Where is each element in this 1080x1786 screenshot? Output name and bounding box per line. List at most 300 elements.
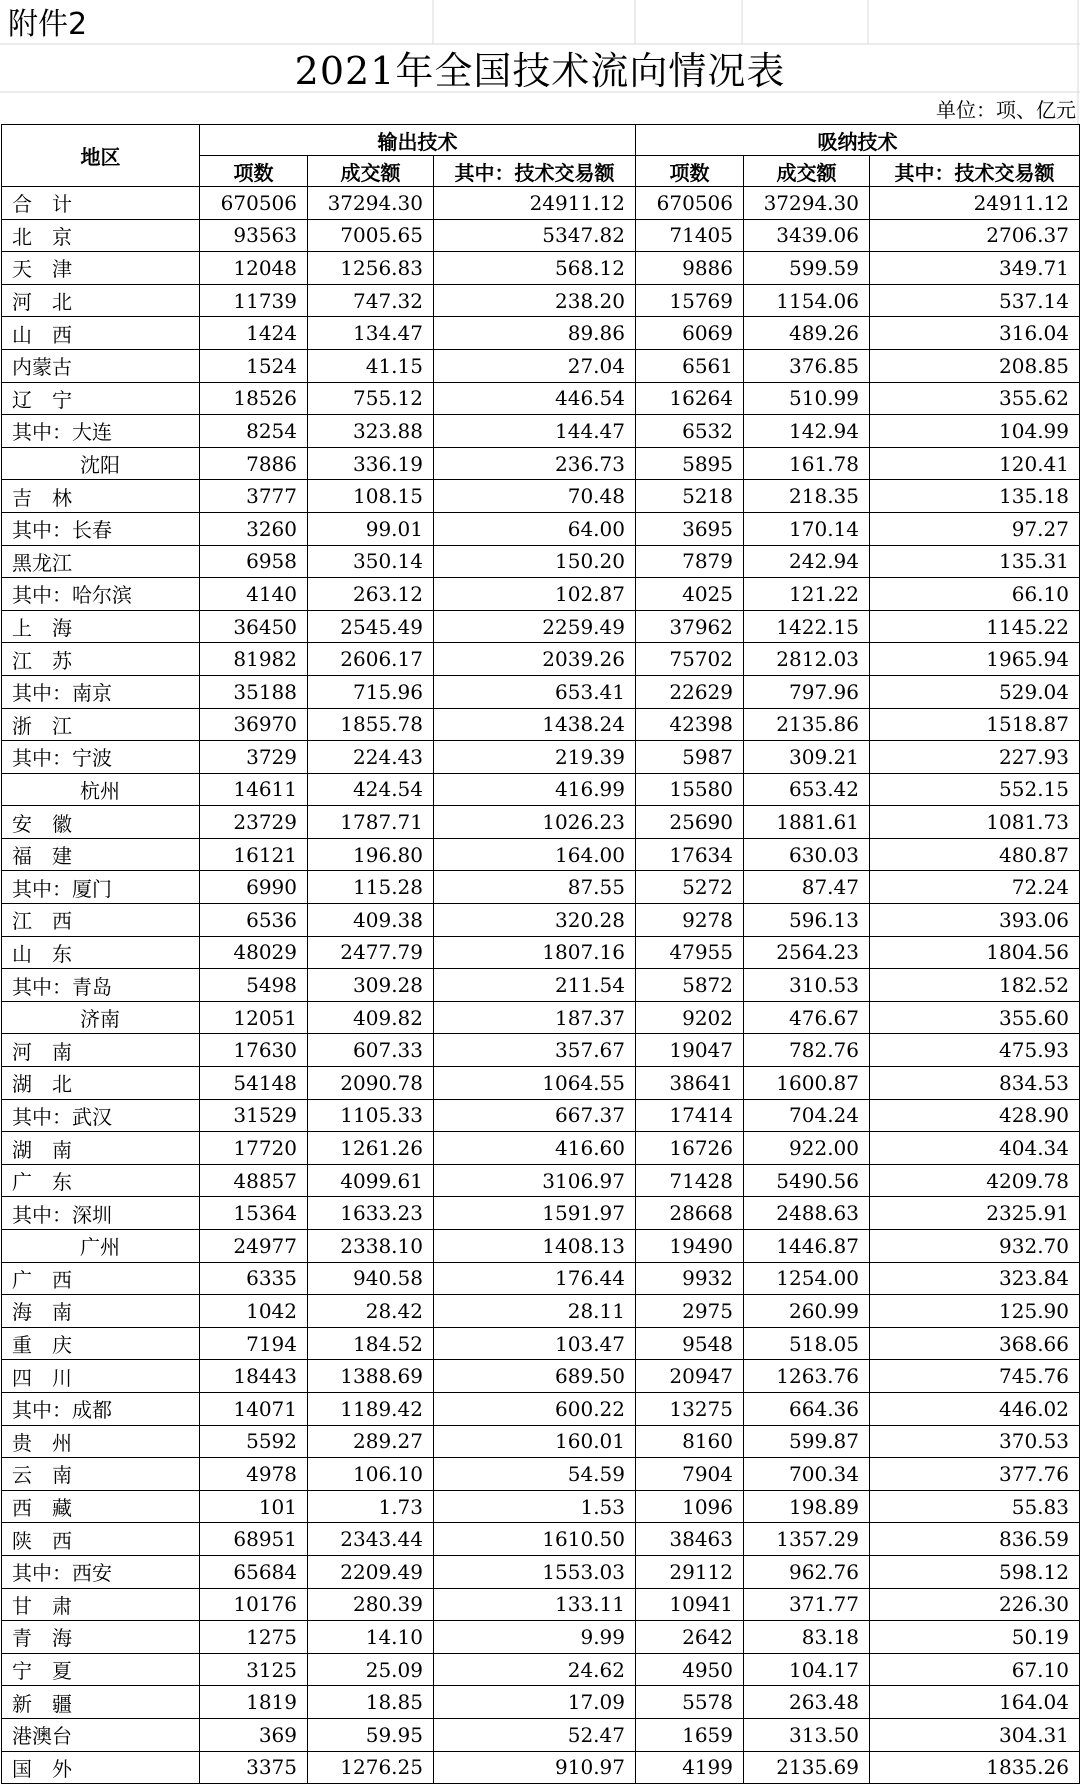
- value-cell: 238.20: [434, 284, 636, 317]
- value-cell: 106.10: [308, 1458, 434, 1491]
- value-cell: 18526: [200, 382, 308, 415]
- value-cell: 1189.42: [308, 1392, 434, 1425]
- region-cell: 广州: [2, 1230, 200, 1263]
- region-cell: 福 建: [2, 838, 200, 871]
- value-cell: 782.76: [744, 1034, 870, 1067]
- value-cell: 6069: [636, 317, 744, 350]
- region-cell: 贵 州: [2, 1425, 200, 1458]
- value-cell: 596.13: [744, 904, 870, 937]
- value-cell: 1357.29: [744, 1523, 870, 1556]
- table-row: [2, 1262, 1080, 1295]
- region-cell: 其中：青岛: [2, 969, 200, 1002]
- region-cell: 四 川: [2, 1360, 200, 1393]
- column-header: 其中：技术交易额: [434, 156, 636, 187]
- value-cell: 5578: [636, 1686, 744, 1719]
- value-cell: 218.35: [744, 480, 870, 513]
- unit-label: 单位：项、亿元: [936, 98, 1076, 122]
- region-cell: 广 东: [2, 1164, 200, 1197]
- value-cell: 428.90: [870, 1099, 1080, 1132]
- region-cell: 云 南: [2, 1458, 200, 1491]
- table-row: [2, 187, 1080, 220]
- value-cell: 1275: [200, 1621, 308, 1654]
- value-cell: 489.26: [744, 317, 870, 350]
- value-cell: 745.76: [870, 1360, 1080, 1393]
- value-cell: 3106.97: [434, 1164, 636, 1197]
- region-cell: 河 南: [2, 1034, 200, 1067]
- value-cell: 134.47: [308, 317, 434, 350]
- value-cell: 2706.37: [870, 219, 1080, 252]
- table-row: [2, 871, 1080, 904]
- table-row: [2, 1230, 1080, 1263]
- value-cell: 19490: [636, 1230, 744, 1263]
- value-cell: 2343.44: [308, 1523, 434, 1556]
- region-cell: 青 海: [2, 1621, 200, 1654]
- value-cell: 27.04: [434, 349, 636, 382]
- value-cell: 28.42: [308, 1295, 434, 1328]
- value-cell: 1438.24: [434, 708, 636, 741]
- value-cell: 18443: [200, 1360, 308, 1393]
- table-row: [2, 1555, 1080, 1588]
- value-cell: 1553.03: [434, 1555, 636, 1588]
- value-cell: 2812.03: [744, 643, 870, 676]
- table-row: [2, 1458, 1080, 1491]
- value-cell: 14.10: [308, 1621, 434, 1654]
- output-group-header: 输出技术: [200, 125, 636, 156]
- value-cell: 3260: [200, 512, 308, 545]
- value-cell: 2564.23: [744, 936, 870, 969]
- value-cell: 11739: [200, 284, 308, 317]
- value-cell: 19047: [636, 1034, 744, 1067]
- column-header: 项数: [200, 156, 308, 187]
- value-cell: 22629: [636, 675, 744, 708]
- value-cell: 226.30: [870, 1588, 1080, 1621]
- value-cell: 1096: [636, 1490, 744, 1523]
- value-cell: 71405: [636, 219, 744, 252]
- table-row: [2, 512, 1080, 545]
- value-cell: 370.53: [870, 1425, 1080, 1458]
- value-cell: 187.37: [434, 1001, 636, 1034]
- value-cell: 12048: [200, 252, 308, 285]
- value-cell: 1610.50: [434, 1523, 636, 1556]
- value-cell: 93563: [200, 219, 308, 252]
- value-cell: 1804.56: [870, 936, 1080, 969]
- value-cell: 834.53: [870, 1067, 1080, 1100]
- value-cell: 2975: [636, 1295, 744, 1328]
- column-header: 其中：技术交易额: [870, 156, 1080, 187]
- value-cell: 54.59: [434, 1458, 636, 1491]
- value-cell: 24911.12: [870, 187, 1080, 220]
- column-header: 成交额: [308, 156, 434, 187]
- value-cell: 1145.22: [870, 610, 1080, 643]
- value-cell: 14611: [200, 773, 308, 806]
- region-cell: 其中：成都: [2, 1392, 200, 1425]
- value-cell: 2545.49: [308, 610, 434, 643]
- value-cell: 377.76: [870, 1458, 1080, 1491]
- table-row: [2, 1099, 1080, 1132]
- value-cell: 164.00: [434, 838, 636, 871]
- table-body: [2, 187, 1080, 1784]
- value-cell: 142.94: [744, 415, 870, 448]
- value-cell: 9932: [636, 1262, 744, 1295]
- region-cell: 广 西: [2, 1262, 200, 1295]
- region-cell: 济南: [2, 1001, 200, 1034]
- value-cell: 4209.78: [870, 1164, 1080, 1197]
- value-cell: 599.87: [744, 1425, 870, 1458]
- value-cell: 54148: [200, 1067, 308, 1100]
- value-cell: 3729: [200, 741, 308, 774]
- region-cell: 江 西: [2, 904, 200, 937]
- value-cell: 37962: [636, 610, 744, 643]
- table-row: [2, 904, 1080, 937]
- table-row: [2, 284, 1080, 317]
- value-cell: 31529: [200, 1099, 308, 1132]
- value-cell: 17414: [636, 1099, 744, 1132]
- value-cell: 1.73: [308, 1490, 434, 1523]
- value-cell: 797.96: [744, 675, 870, 708]
- value-cell: 6561: [636, 349, 744, 382]
- tech-flow-table: [1, 124, 1080, 1784]
- value-cell: 48857: [200, 1164, 308, 1197]
- value-cell: 65684: [200, 1555, 308, 1588]
- value-cell: 940.58: [308, 1262, 434, 1295]
- value-cell: 1424: [200, 317, 308, 350]
- value-cell: 323.84: [870, 1262, 1080, 1295]
- value-cell: 10176: [200, 1588, 308, 1621]
- table-row: [2, 1718, 1080, 1751]
- value-cell: 537.14: [870, 284, 1080, 317]
- value-cell: 1659: [636, 1718, 744, 1751]
- value-cell: 715.96: [308, 675, 434, 708]
- value-cell: 9886: [636, 252, 744, 285]
- value-cell: 910.97: [434, 1751, 636, 1784]
- value-cell: 20947: [636, 1360, 744, 1393]
- value-cell: 42398: [636, 708, 744, 741]
- value-cell: 755.12: [308, 382, 434, 415]
- value-cell: 2477.79: [308, 936, 434, 969]
- value-cell: 25690: [636, 806, 744, 839]
- value-cell: 7879: [636, 545, 744, 578]
- value-cell: 1591.97: [434, 1197, 636, 1230]
- value-cell: 41.15: [308, 349, 434, 382]
- value-cell: 5592: [200, 1425, 308, 1458]
- table-row: [2, 708, 1080, 741]
- value-cell: 664.36: [744, 1392, 870, 1425]
- value-cell: 404.34: [870, 1132, 1080, 1165]
- value-cell: 263.12: [308, 578, 434, 611]
- table-row: [2, 1621, 1080, 1654]
- table-row: [2, 610, 1080, 643]
- value-cell: 35188: [200, 675, 308, 708]
- value-cell: 4978: [200, 1458, 308, 1491]
- region-cell: 新 疆: [2, 1686, 200, 1719]
- value-cell: 8160: [636, 1425, 744, 1458]
- region-cell: 湖 北: [2, 1067, 200, 1100]
- value-cell: 24911.12: [434, 187, 636, 220]
- table-row: [2, 1001, 1080, 1034]
- table-row: [2, 675, 1080, 708]
- table-row: [2, 1490, 1080, 1523]
- value-cell: 97.27: [870, 512, 1080, 545]
- value-cell: 2090.78: [308, 1067, 434, 1100]
- region-cell: 合 计: [2, 187, 200, 220]
- value-cell: 4025: [636, 578, 744, 611]
- value-cell: 15580: [636, 773, 744, 806]
- table-row: [2, 1067, 1080, 1100]
- value-cell: 1.53: [434, 1490, 636, 1523]
- value-cell: 211.54: [434, 969, 636, 1002]
- value-cell: 4950: [636, 1653, 744, 1686]
- table-row: [2, 936, 1080, 969]
- value-cell: 670506: [636, 187, 744, 220]
- value-cell: 6532: [636, 415, 744, 448]
- region-header: 地区: [2, 125, 200, 187]
- table-row: [2, 1686, 1080, 1719]
- value-cell: 653.41: [434, 675, 636, 708]
- table-row: [2, 1197, 1080, 1230]
- value-cell: 108.15: [308, 480, 434, 513]
- value-cell: 10941: [636, 1588, 744, 1621]
- table-row: [2, 415, 1080, 448]
- value-cell: 2338.10: [308, 1230, 434, 1263]
- value-cell: 1154.06: [744, 284, 870, 317]
- value-cell: 1446.87: [744, 1230, 870, 1263]
- value-cell: 17.09: [434, 1686, 636, 1719]
- value-cell: 14071: [200, 1392, 308, 1425]
- value-cell: 15364: [200, 1197, 308, 1230]
- value-cell: 38641: [636, 1067, 744, 1100]
- value-cell: 6335: [200, 1262, 308, 1295]
- value-cell: 700.34: [744, 1458, 870, 1491]
- value-cell: 144.47: [434, 415, 636, 448]
- value-cell: 25.09: [308, 1653, 434, 1686]
- value-cell: 135.18: [870, 480, 1080, 513]
- region-cell: 内蒙古: [2, 349, 200, 382]
- value-cell: 48029: [200, 936, 308, 969]
- table-row: [2, 773, 1080, 806]
- value-cell: 1835.26: [870, 1751, 1080, 1784]
- table-row: [2, 1164, 1080, 1197]
- value-cell: 87.47: [744, 871, 870, 904]
- value-cell: 66.10: [870, 578, 1080, 611]
- value-cell: 747.32: [308, 284, 434, 317]
- value-cell: 37294.30: [744, 187, 870, 220]
- value-cell: 17630: [200, 1034, 308, 1067]
- value-cell: 568.12: [434, 252, 636, 285]
- value-cell: 1276.25: [308, 1751, 434, 1784]
- value-cell: 5490.56: [744, 1164, 870, 1197]
- value-cell: 6958: [200, 545, 308, 578]
- table-row: [2, 317, 1080, 350]
- value-cell: 369: [200, 1718, 308, 1751]
- value-cell: 3375: [200, 1751, 308, 1784]
- value-cell: 3125: [200, 1653, 308, 1686]
- region-cell: 北 京: [2, 219, 200, 252]
- value-cell: 104.17: [744, 1653, 870, 1686]
- value-cell: 349.71: [870, 252, 1080, 285]
- table-row: [2, 1295, 1080, 1328]
- value-cell: 1408.13: [434, 1230, 636, 1263]
- value-cell: 4199: [636, 1751, 744, 1784]
- value-cell: 83.18: [744, 1621, 870, 1654]
- value-cell: 630.03: [744, 838, 870, 871]
- value-cell: 2039.26: [434, 643, 636, 676]
- value-cell: 1081.73: [870, 806, 1080, 839]
- value-cell: 350.14: [308, 545, 434, 578]
- region-cell: 港澳台: [2, 1718, 200, 1751]
- table-row: [2, 219, 1080, 252]
- value-cell: 518.05: [744, 1327, 870, 1360]
- table-row: [2, 1132, 1080, 1165]
- value-cell: 1965.94: [870, 643, 1080, 676]
- value-cell: 52.47: [434, 1718, 636, 1751]
- value-cell: 36450: [200, 610, 308, 643]
- region-cell: 其中：长春: [2, 512, 200, 545]
- value-cell: 1064.55: [434, 1067, 636, 1100]
- table-row: [2, 1034, 1080, 1067]
- value-cell: 176.44: [434, 1262, 636, 1295]
- value-cell: 1881.61: [744, 806, 870, 839]
- value-cell: 196.80: [308, 838, 434, 871]
- value-cell: 55.83: [870, 1490, 1080, 1523]
- value-cell: 263.48: [744, 1686, 870, 1719]
- value-cell: 598.12: [870, 1555, 1080, 1588]
- value-cell: 219.39: [434, 741, 636, 774]
- value-cell: 2642: [636, 1621, 744, 1654]
- table-row: [2, 480, 1080, 513]
- value-cell: 1524: [200, 349, 308, 382]
- value-cell: 2488.63: [744, 1197, 870, 1230]
- value-cell: 6536: [200, 904, 308, 937]
- value-cell: 28.11: [434, 1295, 636, 1328]
- value-cell: 368.66: [870, 1327, 1080, 1360]
- value-cell: 1026.23: [434, 806, 636, 839]
- value-cell: 529.04: [870, 675, 1080, 708]
- value-cell: 1855.78: [308, 708, 434, 741]
- value-cell: 59.95: [308, 1718, 434, 1751]
- value-cell: 6990: [200, 871, 308, 904]
- value-cell: 24.62: [434, 1653, 636, 1686]
- value-cell: 16121: [200, 838, 308, 871]
- table-row: [2, 1653, 1080, 1686]
- region-cell: 河 北: [2, 284, 200, 317]
- value-cell: 1388.69: [308, 1360, 434, 1393]
- value-cell: 9548: [636, 1327, 744, 1360]
- value-cell: 5987: [636, 741, 744, 774]
- value-cell: 371.77: [744, 1588, 870, 1621]
- value-cell: 552.15: [870, 773, 1080, 806]
- region-cell: 其中：西安: [2, 1555, 200, 1588]
- value-cell: 2209.49: [308, 1555, 434, 1588]
- value-cell: 313.50: [744, 1718, 870, 1751]
- value-cell: 2135.69: [744, 1751, 870, 1784]
- value-cell: 376.85: [744, 349, 870, 382]
- region-cell: 其中：哈尔滨: [2, 578, 200, 611]
- value-cell: 922.00: [744, 1132, 870, 1165]
- value-cell: 475.93: [870, 1034, 1080, 1067]
- table-row: [2, 838, 1080, 871]
- value-cell: 4099.61: [308, 1164, 434, 1197]
- value-cell: 932.70: [870, 1230, 1080, 1263]
- value-cell: 607.33: [308, 1034, 434, 1067]
- value-cell: 242.94: [744, 545, 870, 578]
- value-cell: 5498: [200, 969, 308, 1002]
- region-cell: 国 外: [2, 1751, 200, 1784]
- value-cell: 1787.71: [308, 806, 434, 839]
- value-cell: 16726: [636, 1132, 744, 1165]
- value-cell: 81982: [200, 643, 308, 676]
- value-cell: 5347.82: [434, 219, 636, 252]
- value-cell: 653.42: [744, 773, 870, 806]
- value-cell: 7886: [200, 447, 308, 480]
- value-cell: 16264: [636, 382, 744, 415]
- table-row: [2, 969, 1080, 1002]
- value-cell: 667.37: [434, 1099, 636, 1132]
- value-cell: 355.62: [870, 382, 1080, 415]
- value-cell: 121.22: [744, 578, 870, 611]
- value-cell: 8254: [200, 415, 308, 448]
- region-cell: 西 藏: [2, 1490, 200, 1523]
- value-cell: 208.85: [870, 349, 1080, 382]
- value-cell: 409.38: [308, 904, 434, 937]
- absorb-group-header: 吸纳技术: [636, 125, 1080, 156]
- value-cell: 101: [200, 1490, 308, 1523]
- value-cell: 50.19: [870, 1621, 1080, 1654]
- region-cell: 重 庆: [2, 1327, 200, 1360]
- table-row: [2, 1425, 1080, 1458]
- value-cell: 2135.86: [744, 708, 870, 741]
- value-cell: 4140: [200, 578, 308, 611]
- table-row: [2, 1588, 1080, 1621]
- value-cell: 120.41: [870, 447, 1080, 480]
- value-cell: 260.99: [744, 1295, 870, 1328]
- value-cell: 446.54: [434, 382, 636, 415]
- value-cell: 160.01: [434, 1425, 636, 1458]
- column-header: 成交额: [744, 156, 870, 187]
- value-cell: 1819: [200, 1686, 308, 1719]
- value-cell: 161.78: [744, 447, 870, 480]
- value-cell: 3777: [200, 480, 308, 513]
- value-cell: 15769: [636, 284, 744, 317]
- value-cell: 424.54: [308, 773, 434, 806]
- region-cell: 其中：宁波: [2, 741, 200, 774]
- table-row: [2, 806, 1080, 839]
- region-cell: 湖 南: [2, 1132, 200, 1165]
- value-cell: 510.99: [744, 382, 870, 415]
- value-cell: 2606.17: [308, 643, 434, 676]
- value-cell: 2259.49: [434, 610, 636, 643]
- value-cell: 304.31: [870, 1718, 1080, 1751]
- value-cell: 480.87: [870, 838, 1080, 871]
- value-cell: 7194: [200, 1327, 308, 1360]
- value-cell: 1256.83: [308, 252, 434, 285]
- value-cell: 310.53: [744, 969, 870, 1002]
- table-row: [2, 252, 1080, 285]
- table-row: [2, 382, 1080, 415]
- value-cell: 2325.91: [870, 1197, 1080, 1230]
- value-cell: 1518.87: [870, 708, 1080, 741]
- table-row: [2, 741, 1080, 774]
- attachment-label: 附件2: [8, 7, 88, 42]
- table-row: [2, 578, 1080, 611]
- table-row: [2, 1360, 1080, 1393]
- table-row: [2, 349, 1080, 382]
- value-cell: 18.85: [308, 1686, 434, 1719]
- region-cell: 辽 宁: [2, 382, 200, 415]
- value-cell: 125.90: [870, 1295, 1080, 1328]
- value-cell: 1600.87: [744, 1067, 870, 1100]
- value-cell: 102.87: [434, 578, 636, 611]
- value-cell: 227.93: [870, 741, 1080, 774]
